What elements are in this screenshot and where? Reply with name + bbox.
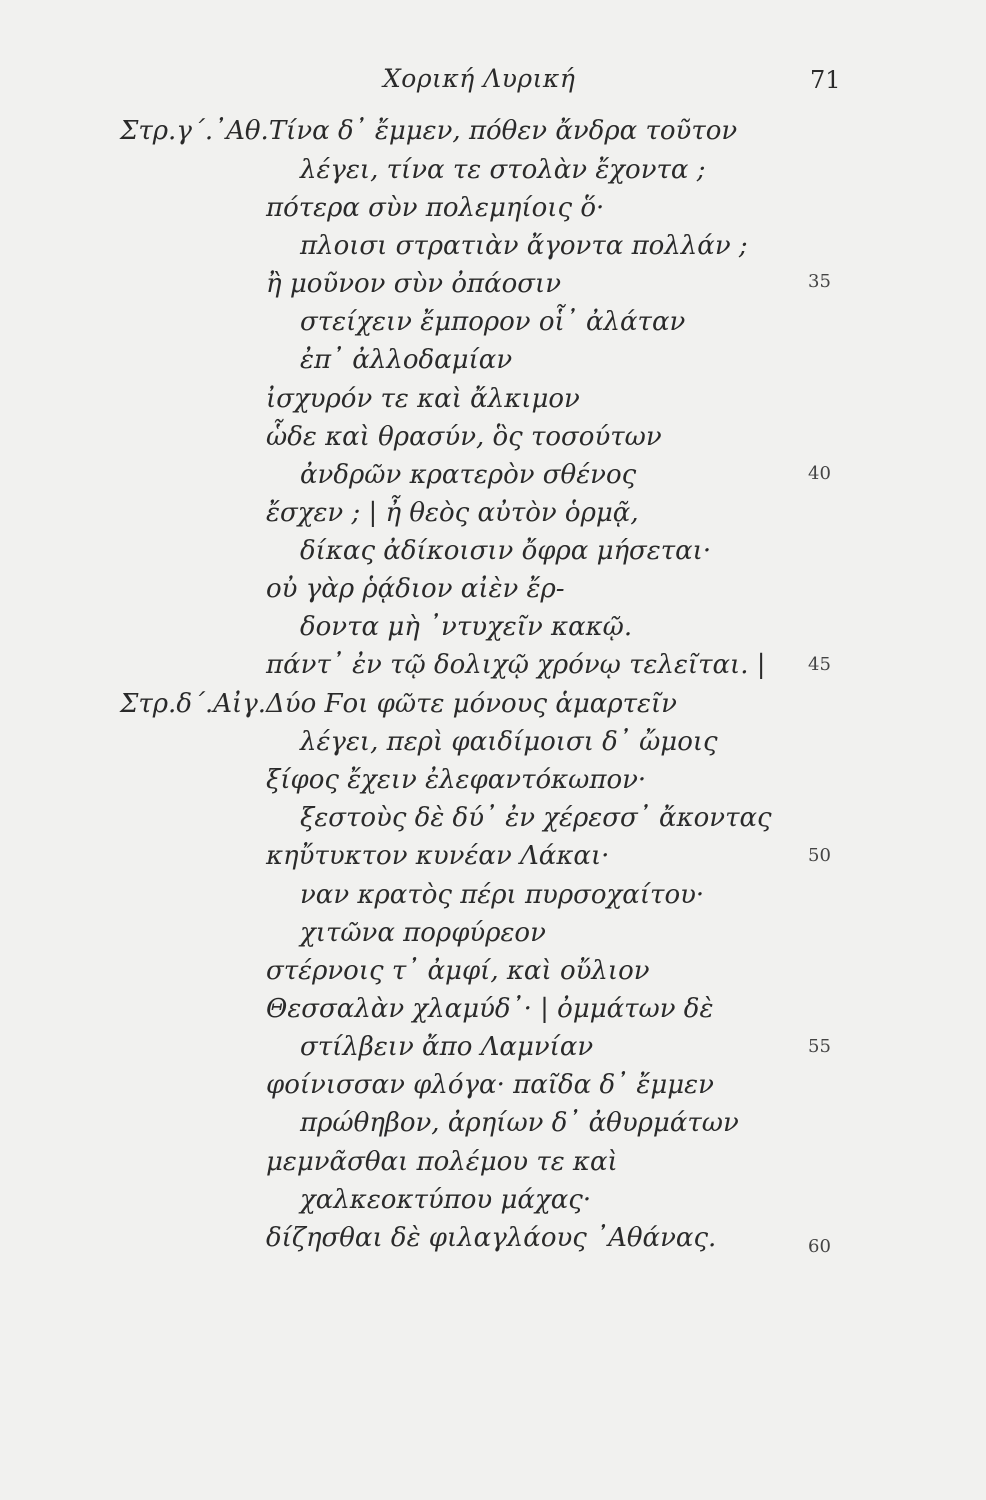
line-number: 40: [808, 463, 831, 484]
verse-line: [120, 116, 737, 146]
verse-line: πότερα σὺν πολεμηίοις ὅ·: [266, 193, 605, 223]
verse-text: Δύο Ϝοι φῶτε μόνους ἁμαρτεῖν: [266, 689, 677, 719]
verse-line: λέγει, περὶ φαιδίμοισι δ᾽ ὤμοις: [300, 727, 718, 757]
line-number: 50: [808, 845, 831, 866]
page-number: 71: [810, 66, 841, 94]
line-number: 60: [808, 1236, 831, 1257]
verse-line: δίκας ἀδίκοισιν ὄφρα μήσεται·: [300, 536, 712, 566]
verse-text: Τίνα δ᾽ ἔμμεν, πόθεν ἄνδρα τοῦτον: [268, 116, 738, 146]
verse-line: στείχειν ἔμπορον οἷ᾽ ἀλάταν: [300, 307, 686, 337]
verse-line: κηὔτυκτον κυνέαν Λάκαι·: [266, 841, 610, 871]
line-number: 55: [808, 1036, 831, 1057]
verse-line: ἐπ᾽ ἀλλοδαμίαν: [300, 345, 513, 375]
verse-line: στίλβειν ἄπο Λαμνίαν: [300, 1032, 594, 1062]
verse-line: ἰσχυρόν τε καὶ ἄλκιμον: [266, 384, 580, 414]
verse-line: δίζησθαι δὲ φιλαγλάους ᾽Αθάνας.: [266, 1223, 717, 1253]
verse-line: στέρνοις τ᾽ ἀμφί, καὶ οὔλιον: [266, 956, 650, 986]
verse-line: χαλκεοκτύπου μάχας·: [300, 1185, 592, 1215]
verse-line: Θεσσαλὰν χλαμύδ᾽· | ὀμμάτων δὲ: [266, 994, 714, 1024]
verse-line: [120, 689, 677, 719]
line-number: 35: [808, 271, 831, 292]
line-number: 45: [808, 654, 831, 675]
verse-line: ξεστοὺς δὲ δύ᾽ ἐν χέρεσσ᾽ ἄκοντας: [300, 803, 772, 833]
strophe-label: Στρ.γ΄.᾽Αθ.: [120, 116, 269, 146]
strophe-label: Στρ.δ΄.Αἰγ.: [120, 689, 267, 719]
verse-line: λέγει, τίνα τε στολὰν ἔχοντα ;: [300, 155, 706, 185]
verse-line: δοντα μὴ ᾽ντυχεῖν κακῷ.: [300, 612, 633, 642]
verse-line: ἢ μοῦνον σὺν ὀπάοσιν: [266, 269, 562, 299]
verse-line: φοίνισσαν φλόγα· παῖδα δ᾽ ἔμμεν: [266, 1070, 714, 1100]
verse-line: οὐ γὰρ ῥᾴδιον αἰὲν ἔρ-: [266, 574, 565, 604]
verse-line: χιτῶνα πορφύρεον: [300, 918, 546, 948]
verse-line: ναν κρατὸς πέρι πυρσοχαίτου·: [300, 880, 705, 910]
verse-line: ἀνδρῶν κρατερὸν σθένος: [300, 460, 637, 490]
verse-line: ὧδε καὶ θρασύν, ὃς τοσούτων: [266, 422, 662, 452]
verse-line: ἔσχεν ; | ἦ θεὸς αὐτὸν ὁρμᾷ,: [266, 498, 639, 528]
verse-line: πάντ᾽ ἐν τῷ δολιχῷ χρόνῳ τελεῖται. |: [266, 650, 766, 680]
verse-line: πρώθηβον, ἀρηίων δ᾽ ἀθυρμάτων: [300, 1108, 739, 1138]
running-header-title: Χορική Λυρική: [383, 64, 576, 93]
verse-line: ξίφος ἔχειν ἐλεφαντόκωπον·: [266, 765, 647, 795]
verse-line: πλοισι στρατιὰν ἄγοντα πολλάν ;: [300, 231, 748, 261]
verse-line: μεμνᾶσθαι πολέμου τε καὶ: [266, 1147, 618, 1177]
